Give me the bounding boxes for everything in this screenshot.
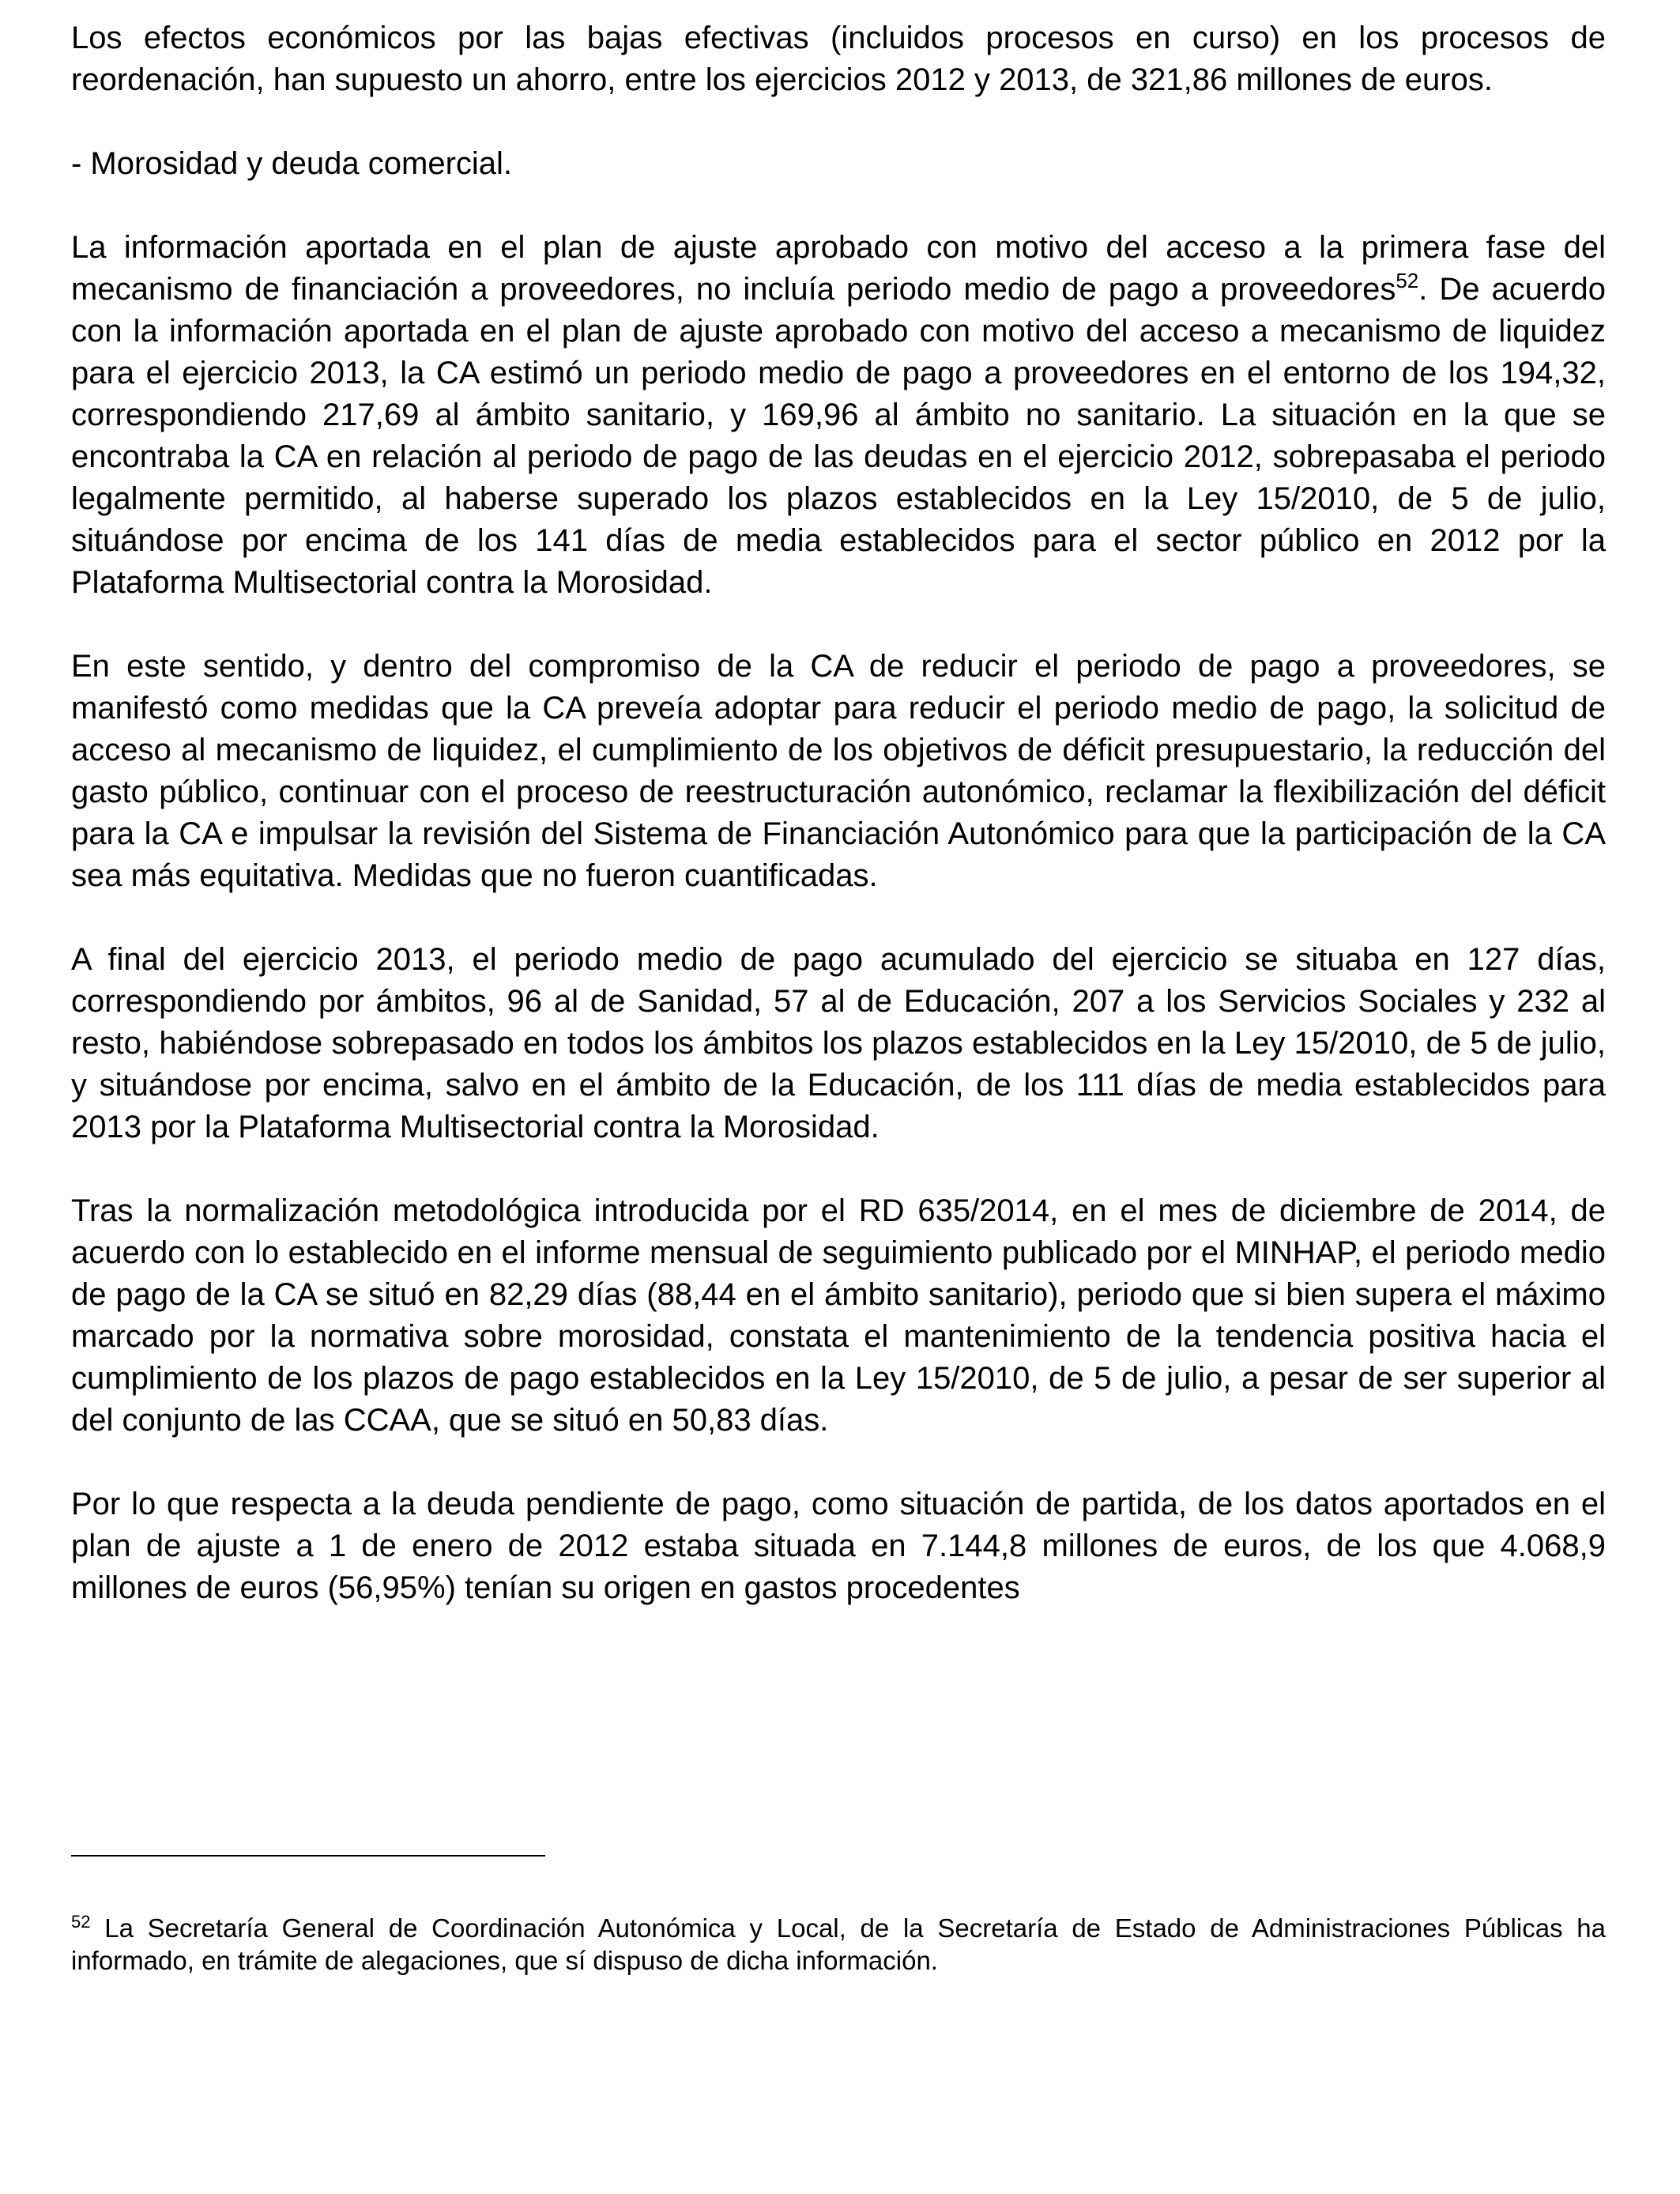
paragraph-plan-ajuste xyxy=(71,227,1606,604)
body-text xyxy=(71,17,1606,1609)
paragraph-medidas: En este sentido, y dentro del compromiso de la CA de reducir el periodo de pago a proveedores, se manifestó como medidas que la CA preveía adoptar para reducir el periodo medio de pago, la solicitud de acceso al mecanismo de liquidez, el cumplimiento de los objetivos de déficit presupuestario, la reducción del gasto público, continuar con el proceso de reestructuración autonómico, reclamar la flexibilización del déficit para la CA e impulsar la revisión del Sistema de Financiación Autonómico para que la participación de la CA sea más equitativa. Medidas que no fueron cuantificadas. xyxy=(71,649,1606,893)
footnote-text: La Secretaría General de Coordinación Autonómica y Local, de la Secretaría de Estado de Administraciones Públicas ha informado, en trámite de alegaciones, que sí dispuso de dicha información. xyxy=(71,1913,1606,1975)
footnote-number: 52 xyxy=(71,1912,91,1932)
paragraph-plan-ajuste-end: . De acuerdo con la información aportada en el plan de ajuste aprobado con motivo del acceso a mecanismo de liquidez para el ejercicio 2013, la CA estimó un periodo medio de pago a proveedores en el entorno de los 194,32, correspondiendo 217,69 al ámbito sanitario, y 169,96 al ámbito no sanitario. La situación en la que se encontraba la CA en relación al periodo de pago de las deudas en el ejercicio 2012, sobrepasaba el periodo legalmente permitido, al haberse superado los plazos establecidos en la Ley 15/2010, de 5 de julio, situándose por encima de los 141 días de media establecidos para el sector público en 2012 por la Plataforma Multisectorial contra la Morosidad. xyxy=(71,272,1607,600)
paragraph-ahorro-reordenacion: Los efectos económicos por las bajas efectivas (incluidos procesos en curso) en los procesos de reordenación, han supuesto un ahorro, entre los ejercicios 2012 y 2013, de 321,86 millones de euros. xyxy=(71,21,1606,97)
footnote xyxy=(71,1912,1606,1977)
paragraph-deuda-pendiente: Por lo que respecta a la deuda pendiente de pago, como situación de partida, de los datos aportados en el plan de ajuste a 1 de enero de 2012 estaba situada en 7.144,8 millones de euros, de los que 4.068,9 millones de euros (56,95%) tenían su origen en gastos procedentes xyxy=(71,1487,1606,1605)
paragraph-normalizacion: Tras la normalización metodológica introducida por el RD 635/2014, en el mes de diciembre de 2014, de acuerdo con lo establecido en el informe mensual de seguimiento publicado por el MINHAP, el periodo medio de pago de la CA se situó en 82,29 días (88,44 en el ámbito sanitario), periodo que si bien supera el máximo marcado por la normativa sobre morosidad, constata el mantenimiento de la tendencia positiva hacia el cumplimiento de los plazos de pago establecidos en la Ley 15/2010, de 5 de julio, a pesar de ser superior al del conjunto de las CCAA, que se situó en 50,83 días. xyxy=(71,1193,1606,1438)
footnote-reference: 52 xyxy=(1396,269,1419,292)
paragraph-plan-ajuste-start: La información aportada en el plan de ajuste aprobado con motivo del acceso a la primera fase del mecanismo de financiación a proveedores, no incluía periodo medio de pago a proveedores xyxy=(71,230,1606,307)
section-heading-morosidad: - Morosidad y deuda comercial. xyxy=(71,146,513,181)
footnote-separator xyxy=(71,1855,545,1857)
paragraph-pmp-2013: A final del ejercicio 2013, el periodo medio de pago acumulado del ejercicio se situaba en 127 días, correspondiendo por ámbitos, 96 al de Sanidad, 57 al de Educación, 207 a los Servicios Sociales y 232 al resto, habiéndose sobrepasado en todos los ámbitos los plazos establecidos en la Ley 15/2010, de 5 de julio, y situándose por encima, salvo en el ámbito de la Educación, de los 111 días de media establecidos para 2013 por la Plataforma Multisectorial contra la Morosidad. xyxy=(71,942,1606,1144)
